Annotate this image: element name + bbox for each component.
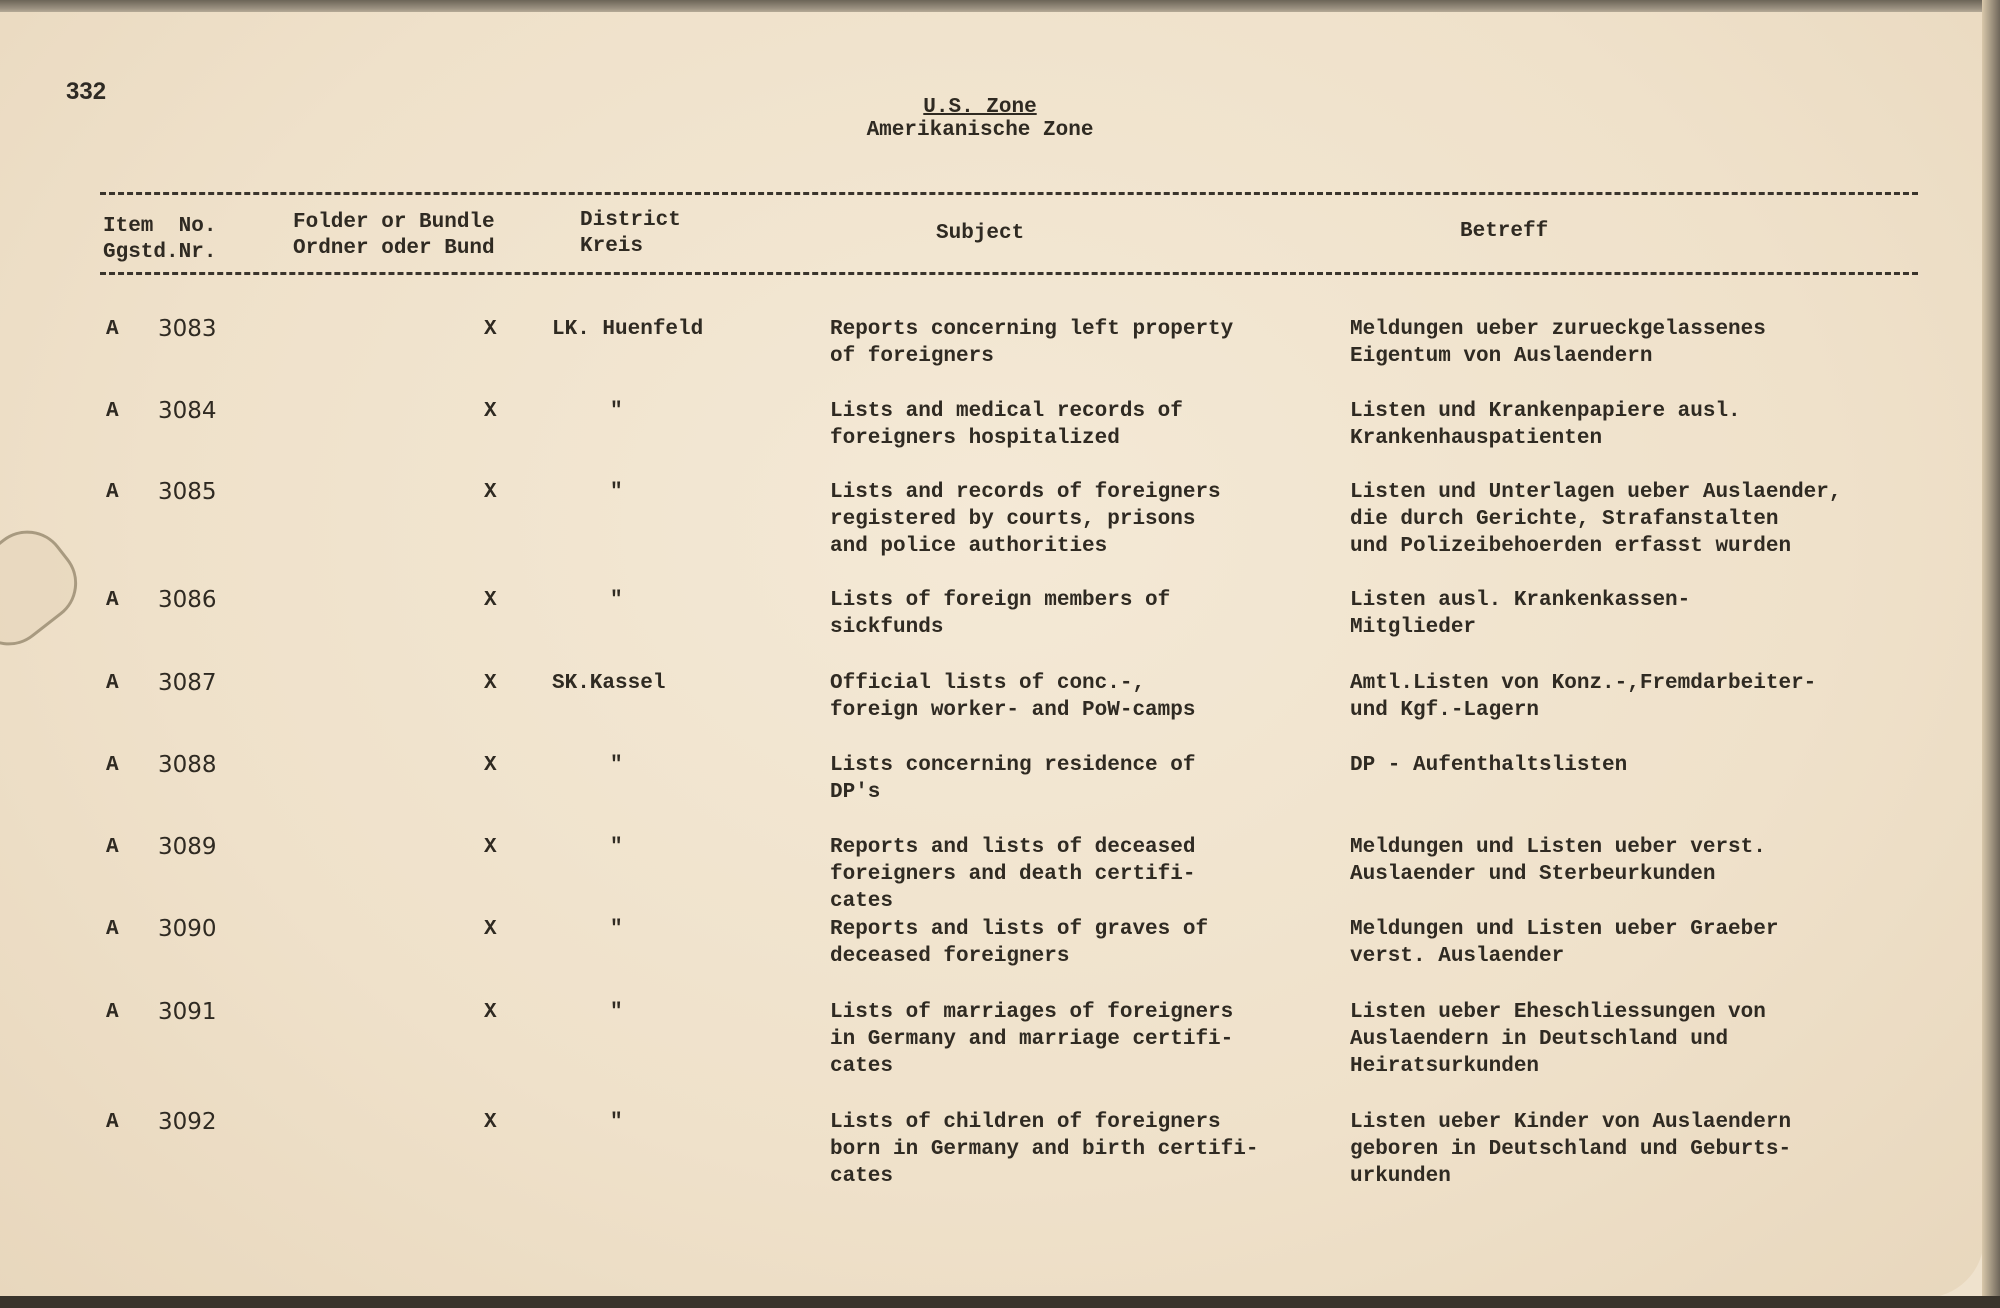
- district-cell: ": [610, 1111, 623, 1134]
- folder-mark: X: [484, 1001, 497, 1024]
- item-letter: A: [106, 1001, 119, 1024]
- item-letter: A: [106, 400, 119, 423]
- item-letter: A: [106, 481, 119, 504]
- betreff-cell: Meldungen und Listen ueber Graeber verst. Auslaender: [1350, 918, 1779, 968]
- district-cell: ": [610, 481, 623, 504]
- page-number: 332: [66, 78, 107, 105]
- folder-mark: X: [484, 836, 497, 859]
- betreff-cell: Meldungen ueber zurueckgelassenes Eigentum von Auslaendern: [1350, 318, 1766, 368]
- district-cell: SK.Kassel: [552, 672, 666, 695]
- header-item-de: Ggstd.Nr.: [103, 241, 217, 264]
- page-right-edge: [1982, 0, 2000, 1308]
- page-title: [0, 96, 1960, 142]
- betreff-cell: DP - Aufenthaltslisten: [1350, 754, 1628, 777]
- folder-mark: X: [484, 918, 497, 941]
- folder-mark: X: [484, 589, 497, 612]
- subject-cell: Lists and records of foreigners registered by courts, prisons and police authorities: [830, 481, 1221, 558]
- betreff-cell: Listen und Unterlagen ueber Auslaender, die durch Gerichte, Strafanstalten und Polizeibehoerden erfasst wurden: [1350, 481, 1842, 558]
- item-number: 3084: [158, 398, 217, 424]
- betreff-cell: Meldungen und Listen ueber verst. Auslaender und Sterbeurkunden: [1350, 836, 1766, 886]
- district-cell: ": [610, 400, 623, 423]
- item-letter: A: [106, 918, 119, 941]
- folder-mark: X: [484, 400, 497, 423]
- folder-mark: X: [484, 481, 497, 504]
- item-number: 3087: [158, 670, 217, 696]
- header-district-de: Kreis: [580, 235, 644, 258]
- subject-cell: Lists and medical records of foreigners hospitalized: [830, 400, 1183, 450]
- header-folder-en: Folder or Bundle: [293, 211, 495, 234]
- subject-cell: Lists of children of foreigners born in Germany and birth certifi- cates: [830, 1111, 1259, 1188]
- district-cell: ": [610, 589, 623, 612]
- header-betreff: Betreff: [1460, 220, 1549, 243]
- folder-mark: X: [484, 754, 497, 777]
- item-number: 3089: [158, 834, 217, 860]
- item-number: 3086: [158, 587, 217, 613]
- title-us-zone: U.S. Zone: [923, 96, 1037, 119]
- item-letter: A: [106, 672, 119, 695]
- subject-cell: Lists concerning residence of DP's: [830, 754, 1196, 804]
- item-number: 3088: [158, 752, 217, 778]
- district-cell: LK. Huenfeld: [552, 318, 704, 341]
- item-letter: A: [106, 589, 119, 612]
- header-folder: [293, 210, 495, 262]
- header-divider-bottom: [100, 272, 1918, 275]
- header-district: [580, 208, 681, 260]
- folder-mark: X: [484, 672, 497, 695]
- subject-cell: Lists of foreign members of sickfunds: [830, 589, 1171, 639]
- subject-cell: Reports and lists of deceased foreigners and death certifi- cates: [830, 836, 1196, 913]
- folder-mark: X: [484, 318, 497, 341]
- betreff-cell: Listen ueber Kinder von Auslaendern geboren in Deutschland und Geburts- urkunden: [1350, 1111, 1792, 1188]
- item-letter: A: [106, 1111, 119, 1134]
- subject-cell: Reports and lists of graves of deceased foreigners: [830, 918, 1209, 968]
- betreff-cell: Listen und Krankenpapiere ausl. Krankenhauspatienten: [1350, 400, 1741, 450]
- subject-cell: Official lists of conc.-, foreign worker- and PoW-camps: [830, 672, 1196, 722]
- item-number: 3083: [158, 316, 217, 342]
- item-letter: A: [106, 754, 119, 777]
- betreff-cell: Listen ueber Eheschliessungen von Auslaendern in Deutschland und Heiratsurkunden: [1350, 1001, 1766, 1078]
- header-district-en: District: [580, 209, 681, 232]
- document-page: [0, 12, 1984, 1298]
- subject-cell: Lists of marriages of foreigners in Germany and marriage certifi- cates: [830, 1001, 1234, 1078]
- district-cell: ": [610, 918, 623, 941]
- header-divider-top: [100, 192, 1918, 195]
- betreff-cell: Listen ausl. Krankenkassen- Mitglieder: [1350, 589, 1691, 639]
- header-subject: Subject: [936, 222, 1025, 245]
- subject-cell: Reports concerning left property of foreigners: [830, 318, 1234, 368]
- item-number: 3092: [158, 1109, 217, 1135]
- district-cell: ": [610, 754, 623, 777]
- folder-mark: X: [484, 1111, 497, 1134]
- item-number: 3085: [158, 479, 217, 505]
- district-cell: ": [610, 1001, 623, 1024]
- header-folder-de: Ordner oder Bund: [293, 237, 495, 260]
- betreff-cell: Amtl.Listen von Konz.-,Fremdarbeiter- und Kgf.-Lagern: [1350, 672, 1817, 722]
- district-cell: ": [610, 836, 623, 859]
- header-item: [103, 214, 216, 266]
- page-bottom-edge: [0, 1296, 2000, 1308]
- item-number: 3090: [158, 916, 217, 942]
- item-letter: A: [106, 318, 119, 341]
- item-number: 3091: [158, 999, 217, 1025]
- title-amerikanische-zone: Amerikanische Zone: [866, 119, 1094, 142]
- header-item-en: Item No.: [103, 215, 217, 238]
- item-letter: A: [106, 836, 119, 859]
